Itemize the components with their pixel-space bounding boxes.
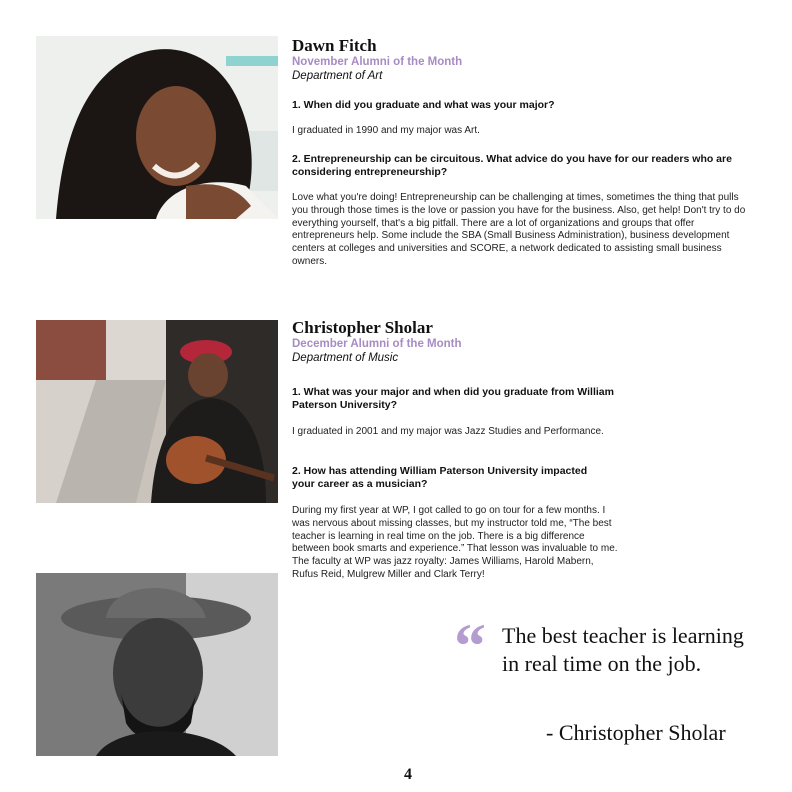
question-1: 1. When did you graduate and what was your major? (292, 99, 555, 111)
profile-department: Department of Art (292, 70, 383, 82)
profile-subtitle: November Alumni of the Month (292, 56, 463, 68)
question-2: 2. How has attending William Paterson University impacted your career as a musician? (292, 465, 588, 490)
quote-attribution: - Christopher Sholar (546, 720, 726, 745)
question-2: 2. Entrepreneurship can be circuitous. What advice do you have for our readers who are considering entrepreneurship? (292, 153, 732, 178)
answer-2: Love what you're doing! Entrepreneurship can be challenging at times, sometimes the thing that pulls you through those times is the love or passion you have for the business. Also, get help! Don't try to do everything yourself, that's a big pitfall. There are a lot of organizations and groups that offer entrepreneurs help. Some include the SBA (Small Business Administration), business development centers at colleges and universities and SCORE, a network dedicated to assisting small business owners. (292, 192, 746, 267)
christopher-guitar-photo (36, 320, 278, 503)
question-1: 1. What was your major and when did you graduate from William Paterson University? (292, 386, 614, 411)
answer-2: During my first year at WP, I got called to go on tour for a few months. I was nervous about missing classes, but my instructor told me, “The best teacher is learning in real time on the job. There is a big difference between book smarts and experience.” That lesson was invaluable to me. The faculty at WP was jazz royalty: James Williams, Harold Mabern, Rufus Reid, Mulgrew Miller and Clark Terry! (292, 505, 618, 580)
answer-1: I graduated in 1990 and my major was Art. (292, 125, 480, 136)
answer-1: I graduated in 2001 and my major was Jazz Studies and Performance. (292, 426, 604, 437)
page-number: 4 (404, 766, 412, 783)
profile-department: Department of Music (292, 352, 399, 364)
pull-quote: The best teacher is learning in real time on the job. (502, 623, 744, 676)
dawn-fitch-photo (36, 36, 278, 219)
quote-mark-icon: “ (454, 610, 486, 681)
profile-name: Christopher Sholar (292, 318, 433, 337)
profile-subtitle: December Alumni of the Month (292, 338, 462, 350)
christopher-portrait-photo (36, 573, 278, 756)
profile-name: Dawn Fitch (292, 36, 377, 55)
